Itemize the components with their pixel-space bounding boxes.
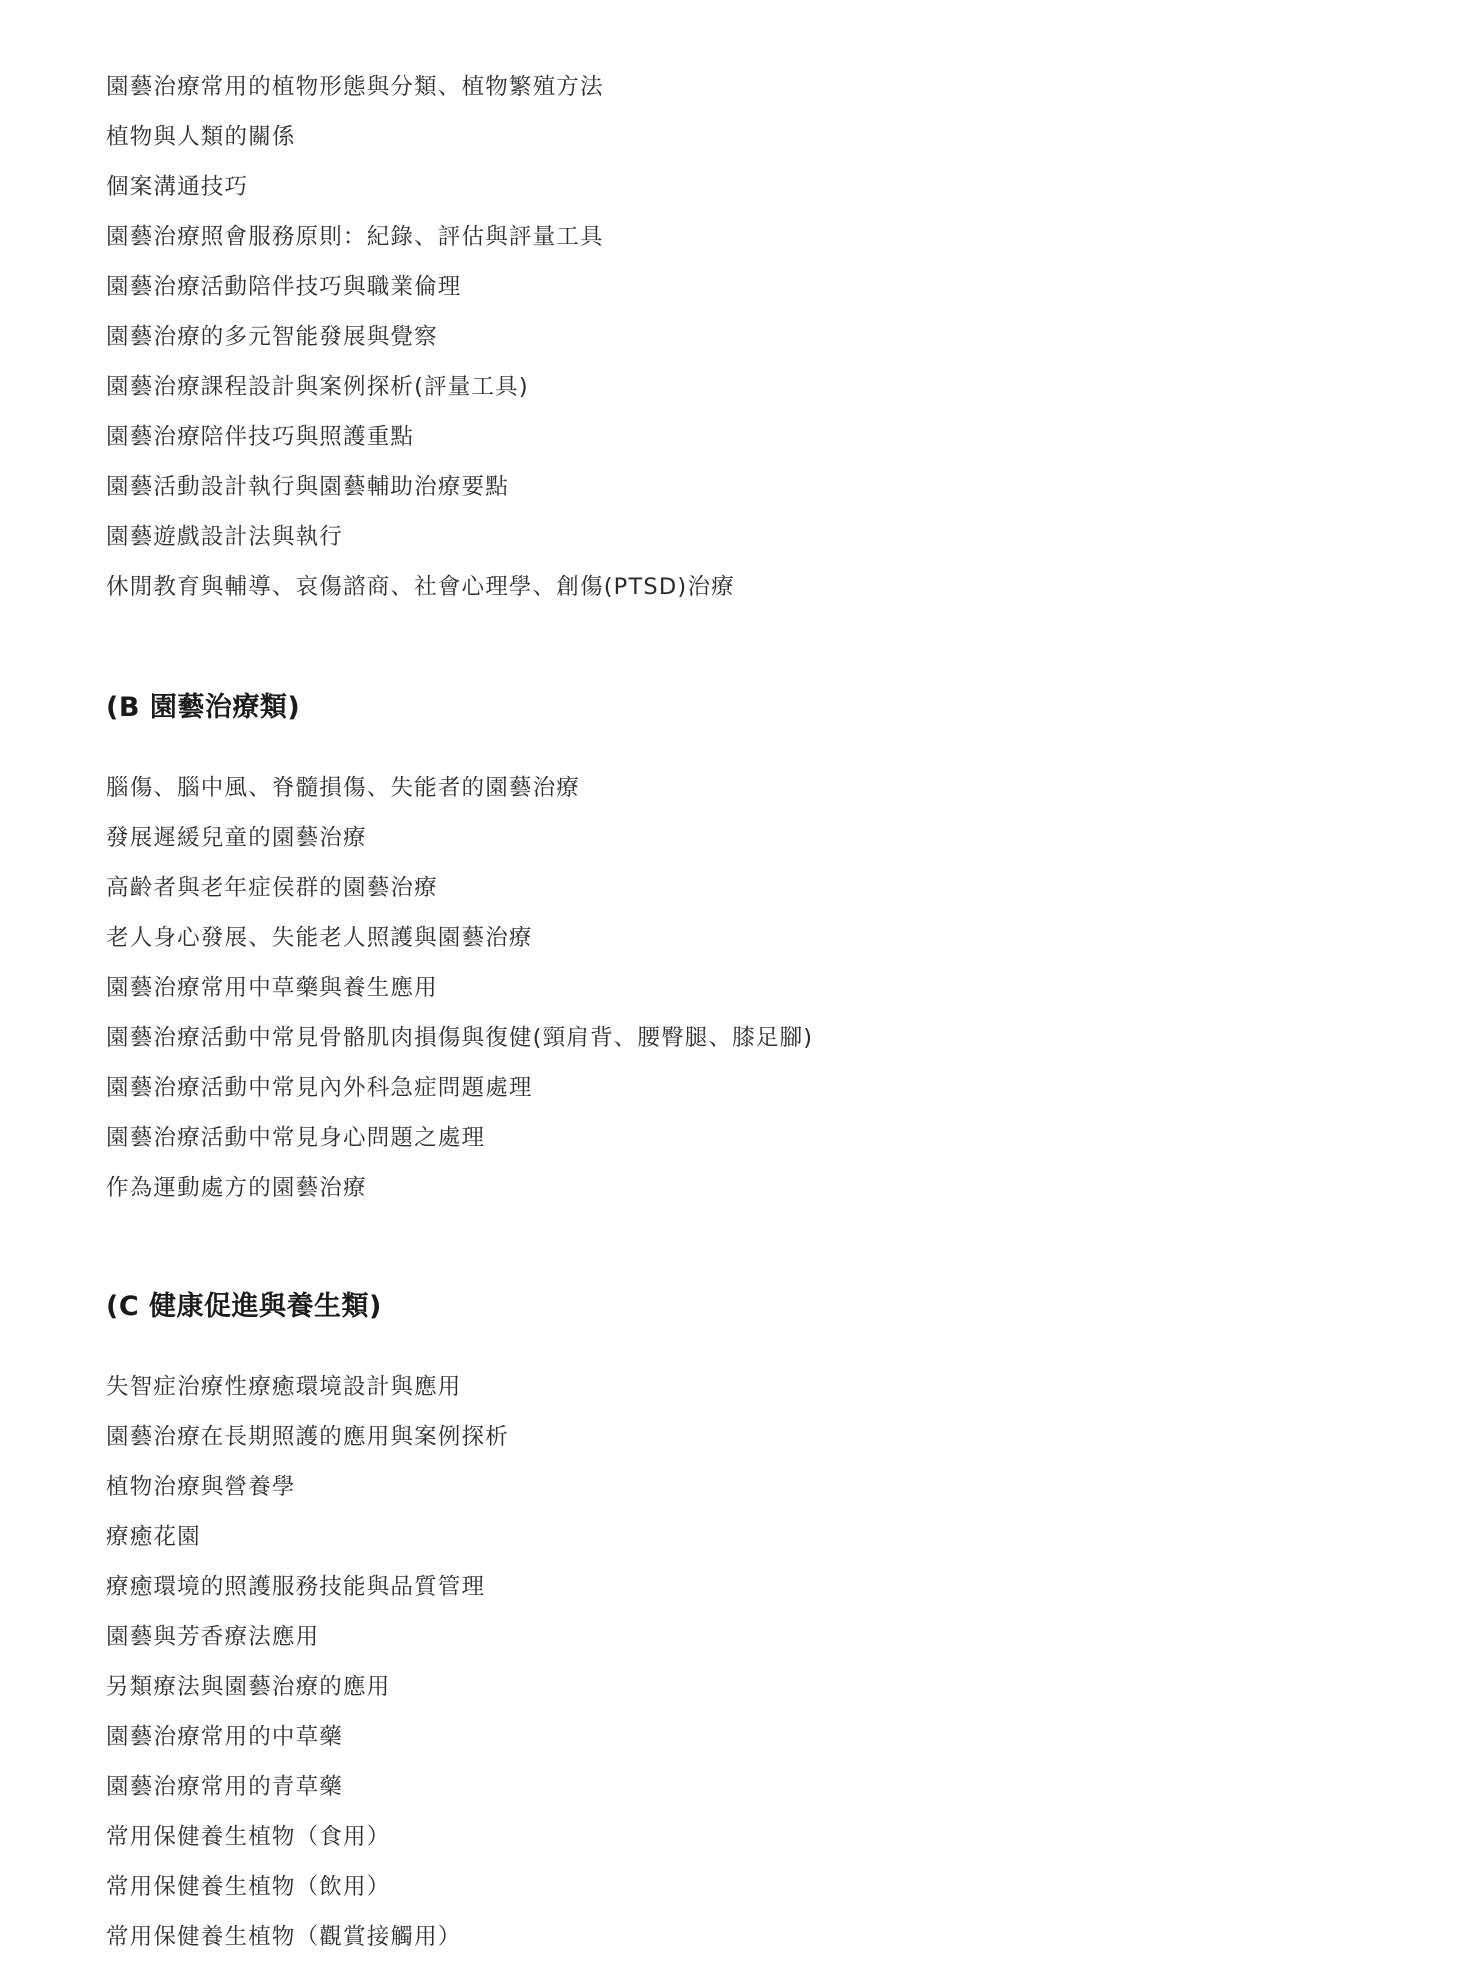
- list-item: 療癒環境的照護服務技能與品質管理: [106, 1574, 486, 1600]
- list-item: 園藝治療活動中常見身心問題之處理: [106, 1125, 486, 1151]
- list-item: 植物治療與營養學: [106, 1474, 296, 1500]
- section-a: [106, 62, 1356, 612]
- list-item: 常用保健養生植物（觀賞接觸用）: [106, 1924, 462, 1950]
- list-item: 高齡者與老年症侯群的園藝治療: [106, 875, 438, 901]
- section-b: [106, 688, 1356, 1213]
- list-item: 園藝治療活動中常見內外科急症問題處理: [106, 1075, 533, 1101]
- list-item: 腦傷、腦中風、脊髓損傷、失能者的園藝治療: [106, 775, 581, 801]
- list-item: 常用保健養生植物（飲用）: [106, 1874, 391, 1900]
- list-item: 常用保健養生植物（食用）: [106, 1824, 391, 1850]
- list-item: 園藝治療常用的植物形態與分類、植物繁殖方法: [106, 74, 604, 100]
- list-item: 個案溝通技巧: [106, 174, 249, 200]
- list-item: 園藝治療活動陪伴技巧與職業倫理: [106, 274, 462, 300]
- list-item: 園藝活動設計執行與園藝輔助治療要點: [106, 474, 509, 500]
- list-item: 作為運動處方的園藝治療: [106, 1175, 367, 1201]
- list-item: 園藝治療常用的中草藥: [106, 1724, 344, 1750]
- list-item: 療癒花園: [106, 1524, 201, 1550]
- section-b-list: [106, 763, 1356, 1213]
- list-item: 園藝治療常用的青草藥: [106, 1774, 344, 1800]
- list-item: 植物與人類的關係: [106, 124, 296, 150]
- section-c-heading: (C 健康促進與養生類): [106, 1291, 382, 1322]
- list-item: 園藝治療課程設計與案例探析(評量工具): [106, 374, 529, 400]
- list-item: 園藝治療陪伴技巧與照護重點: [106, 424, 415, 450]
- list-item: 園藝治療照會服務原則：紀錄、評估與評量工具: [106, 224, 604, 250]
- section-c-list: [106, 1362, 1356, 1962]
- section-b-heading: (B 園藝治療類): [106, 692, 301, 723]
- list-item: 失智症治療性療癒環境設計與應用: [106, 1374, 462, 1400]
- document-page: [106, 62, 1356, 1962]
- list-item: 發展遲緩兒童的園藝治療: [106, 825, 367, 851]
- list-item: 園藝治療的多元智能發展與覺察: [106, 324, 438, 350]
- section-a-list: [106, 62, 1356, 612]
- list-item: 園藝治療在長期照護的應用與案例探析: [106, 1424, 509, 1450]
- list-item: 園藝治療活動中常見骨骼肌肉損傷與復健(頸肩背、腰臀腿、膝足腳): [106, 1025, 814, 1051]
- list-item: 老人身心發展、失能老人照護與園藝治療: [106, 925, 533, 951]
- list-item: 休閒教育與輔導、哀傷諮商、社會心理學、創傷(PTSD)治療: [106, 574, 735, 600]
- list-item: 園藝與芳香療法應用: [106, 1624, 320, 1650]
- list-item: 另類療法與園藝治療的應用: [106, 1674, 391, 1700]
- list-item: 園藝治療常用中草藥與養生應用: [106, 975, 438, 1001]
- list-item: 園藝遊戲設計法與執行: [106, 524, 344, 550]
- section-c: [106, 1287, 1356, 1962]
